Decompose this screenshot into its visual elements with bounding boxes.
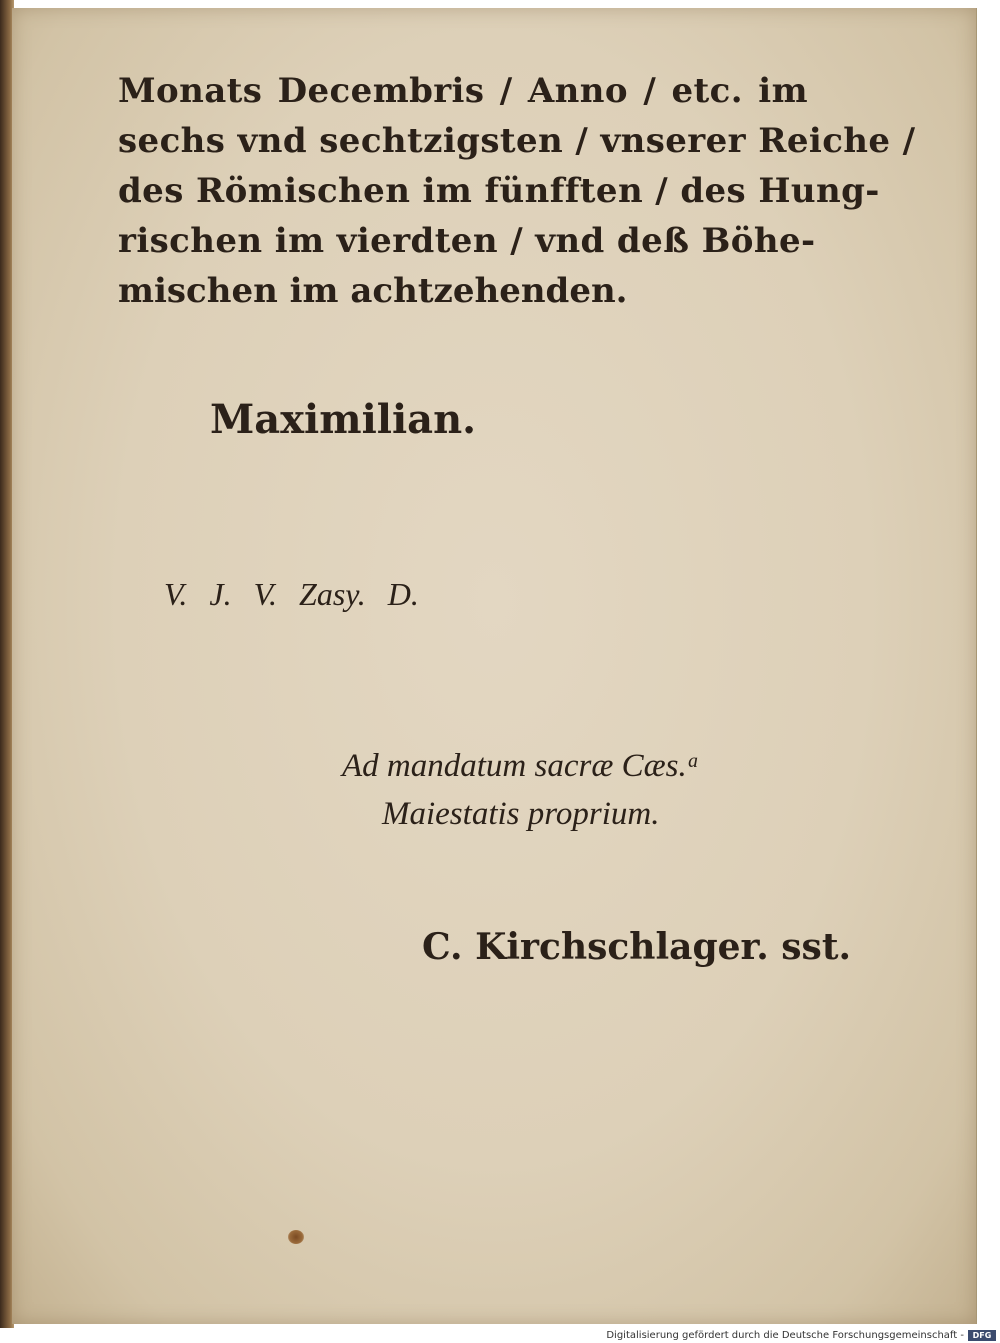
text-line-1: Monats Decembris / Anno / etc. im [118, 71, 808, 111]
footer-bar [0, 1328, 1000, 1343]
text-line-4: rischen im vierdten / vnd deß Böhe- [118, 221, 816, 261]
countersignature: V. J. V. Zasy. D. [164, 576, 419, 612]
dfg-logo-icon[interactable]: DFG [968, 1330, 996, 1341]
text-line-2: sechs vnd sechtzigsten / vnserer Reiche / [118, 121, 916, 161]
secretary-signature: C. Kirchschlager. sst. [422, 926, 851, 968]
paper-stain [288, 1230, 304, 1244]
text-line-5: mischen im achtzehenden. [118, 271, 628, 311]
mandate-line-1: Ad mandatum sacræ Cæs.ᵃ [342, 748, 700, 784]
mandate-line-2: Maiestatis proprium. [382, 796, 660, 832]
text-line-3: des Römischen im fünfften / des Hung- [118, 171, 880, 211]
body-text-block [118, 66, 916, 316]
imperial-signature: Maximilian. [210, 396, 477, 443]
scanned-page [12, 8, 977, 1324]
funding-credit: Digitalisierung gefördert durch die Deutsche Forschungsgemeinschaft - [606, 1330, 964, 1341]
